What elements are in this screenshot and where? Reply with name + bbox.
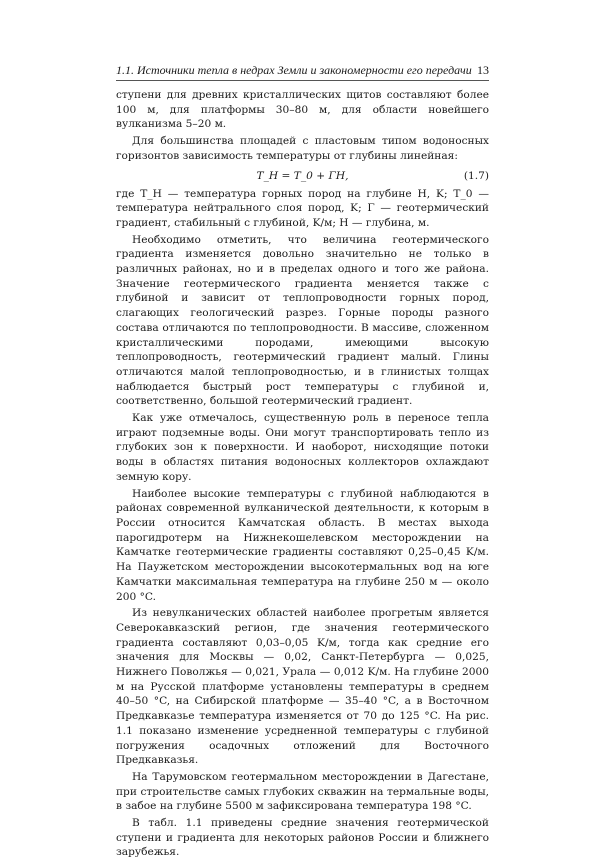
paragraph: Наиболее высокие температуры с глубиной наблюдаются в районах современной вулканической деятельности, к которым в России относится Камчатская область. В местах выхода парогидротерм на Нижнекошелевском месторождении на Камчатке геотермические градиенты составляют 0,25–0,45 K/м. На Паужетском месторождении высокотермальных вод на юге Камчатки максимальная температура на глубине 250 м — около 200 °C. xyxy=(116,487,489,603)
header-rule xyxy=(116,80,489,81)
paragraph-continued: ступени для древних кристаллических щитов составляют более 100 м, для платформы 30–80 м, для области новейшего вулканизма 5–20 м. xyxy=(116,89,489,131)
page-number: 13 xyxy=(477,63,489,77)
formula xyxy=(116,166,489,186)
formula-number: (1.7) xyxy=(463,169,489,182)
paragraph: В табл. 1.1 приведены средние значения геотермической ступени и градиента для некоторых районов России и ближнего зарубежья. xyxy=(116,817,489,859)
paragraph-formula-legend: где T_H — температура горных пород на глубине H, K; T_0 — температура нейтрального слоя пород, K; Γ — геотермический градиент, стабильный с глубиной, K/м; H — глубина, м. xyxy=(116,187,489,229)
book-page xyxy=(116,0,489,859)
paragraph: На Тарумовском геотермальном месторождении в Дагестане, при строительстве самых глубоких скважин на термальные воды, в забое на глубине 5500 м зафиксирована температура 198 °C. xyxy=(116,770,489,813)
paragraph: Из невулканических областей наиболее прогретым является Северокавказский регион, где значения геотермического градиента составляют 0,03–0,05 K/м, тогда как средние его значения для Москвы — 0,02, Санкт-Петербурга — 0,025, Нижнего Поволжья — 0,021, Урала — 0,012 K/м. На глубине 2000 м на Русской платформе установлены температуры в среднем 40–50 °C, на Сибирской платформе — 35–40 °C, а в Восточном Предкавказье температура изменяется от 70 до 125 °C. На рис. 1.1 показано изменение усредненной температуры с глубиной погружения осадочных отложений для Восточного Предкавказья. xyxy=(116,607,489,767)
paragraph: Необходимо отметить, что величина геотермического градиента изменяется довольно значительно не только в различных районах, но и в пределах одного и того же района. Значение геотермического градиента меняется также с глубиной и зависит от теплопроводности горных пород, слагающих геологический разрез. Горные породы разного состава отличаются по теплопроводности. В массиве, сложенном кристаллическими породами, имеющими высокую теплопроводность, геотермический градиент малый. Глины отличаются малой теплопроводностью, и в глинистых толщах наблюдается быстрый рост температуры с глубиной и, соответственно, большой геотермический градиент. xyxy=(116,233,489,408)
running-head xyxy=(116,62,489,78)
running-head-title: 1.1. Источники тепла в недрах Земли и закономерности его передачи xyxy=(116,63,472,77)
body-text xyxy=(116,88,489,862)
formula-expression: T_H = T_0 + ΓH, xyxy=(256,169,349,182)
paragraph: Как уже отмечалось, существенную роль в переносе тепла играют подземные воды. Они могут транспортировать тепло из глубоких зон к поверхности. И наоборот, нисходящие потоки воды в областях питания водоносных коллекторов охлаждают земную кору. xyxy=(116,412,489,483)
paragraph: Для большинства площадей с пластовым типом водоносных горизонтов зависимость температуры от глубины линейная: xyxy=(116,135,489,162)
